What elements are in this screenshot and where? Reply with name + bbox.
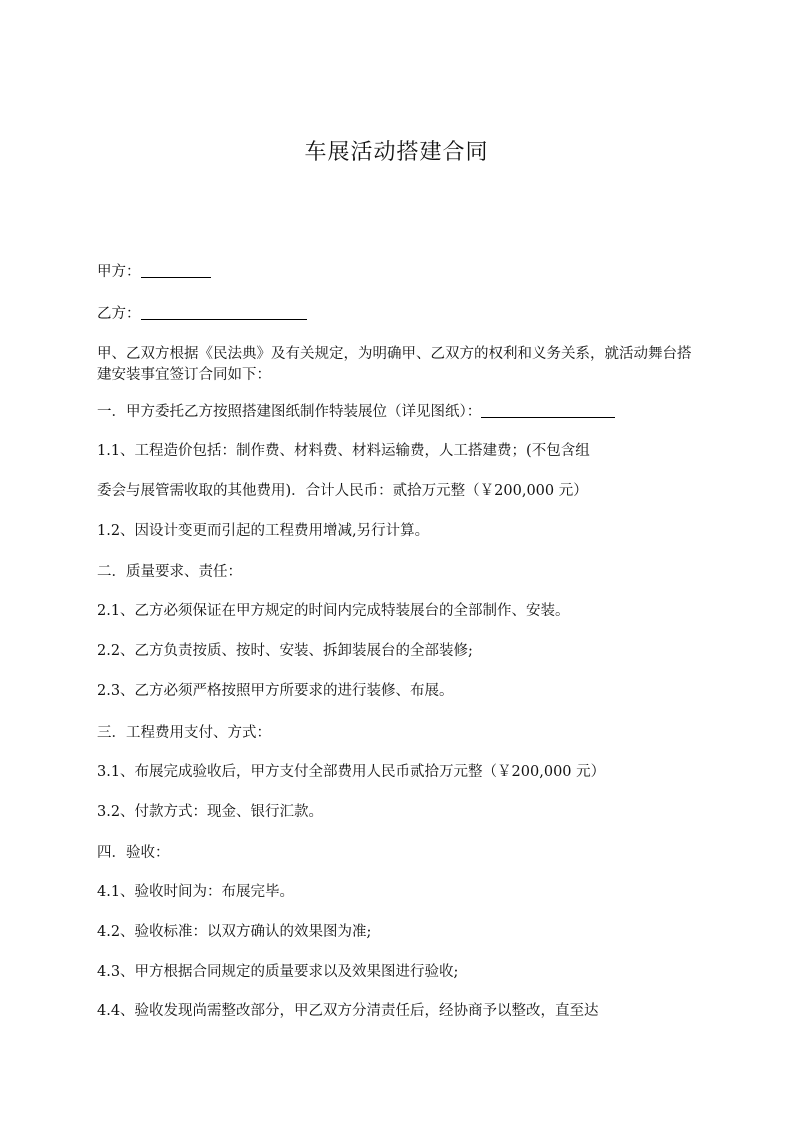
section-4-heading: 四．验收：	[97, 845, 170, 861]
party-b-label: 乙方：	[97, 306, 141, 322]
clause-4-1: 4.1、验收时间为：布展完毕。	[97, 884, 295, 900]
clause-1-1-continued: 委会与展管需收取的其他费用)．合计人民币：贰拾万元整（￥200,000 元）	[97, 483, 588, 499]
party-a-label: 甲方：	[97, 264, 141, 280]
party-b-blank[interactable]	[141, 305, 307, 320]
document-title: 车展活动搭建合同	[304, 140, 489, 165]
clause-4-2: 4.2、验收标准：以双方确认的效果图为准;	[97, 924, 372, 940]
clause-2-2: 2.2、乙方负责按质、按时、安装、拆卸装展台的全部装修;	[97, 643, 473, 659]
clause-1-2: 1.2、因设计变更而引起的工程费用增减,另行计算。	[97, 523, 430, 539]
intro-paragraph: 甲、乙双方根据《民法典》及有关规定，为明确甲、乙双方的权利和义务关系，就活动舞台搭建安装事宜签订合同如下：	[97, 346, 692, 383]
clause-2-1: 2.1、乙方必须保证在甲方规定的时间内完成特装展台的全部制作、安装。	[97, 603, 570, 619]
party-a-line	[97, 262, 211, 283]
section-1-heading: 一．甲方委托乙方按照搭建图纸制作特装展位（详见图纸）：	[97, 404, 482, 420]
clause-4-4: 4.4、验收发现尚需整改部分，甲乙双方分清责任后，经协商予以整改，直至达	[97, 1003, 599, 1019]
party-b-line	[97, 304, 307, 325]
clause-3-2: 3.2、付款方式：现金、银行汇款。	[97, 804, 324, 820]
drawing-reference-blank[interactable]	[481, 403, 615, 418]
clause-1-1: 1.1、工程造价包括：制作费、材料费、材料运输费，人工搭建费；(不包含组	[97, 443, 590, 459]
section-2-heading: 二．质量要求、责任：	[97, 564, 242, 580]
clause-4-3: 4.3、甲方根据合同规定的质量要求以及效果图进行验收;	[97, 964, 459, 980]
clause-3-1: 3.1、布展完成验收后，甲方支付全部费用人民币贰拾万元整（￥200,000 元）	[97, 764, 606, 780]
section-1-heading-line	[97, 402, 615, 423]
party-a-blank[interactable]	[141, 263, 211, 278]
section-3-heading: 三．工程费用支付、方式：	[97, 725, 271, 741]
clause-2-3: 2.3、乙方必须严格按照甲方所要求的进行装修、布展。	[97, 683, 454, 699]
